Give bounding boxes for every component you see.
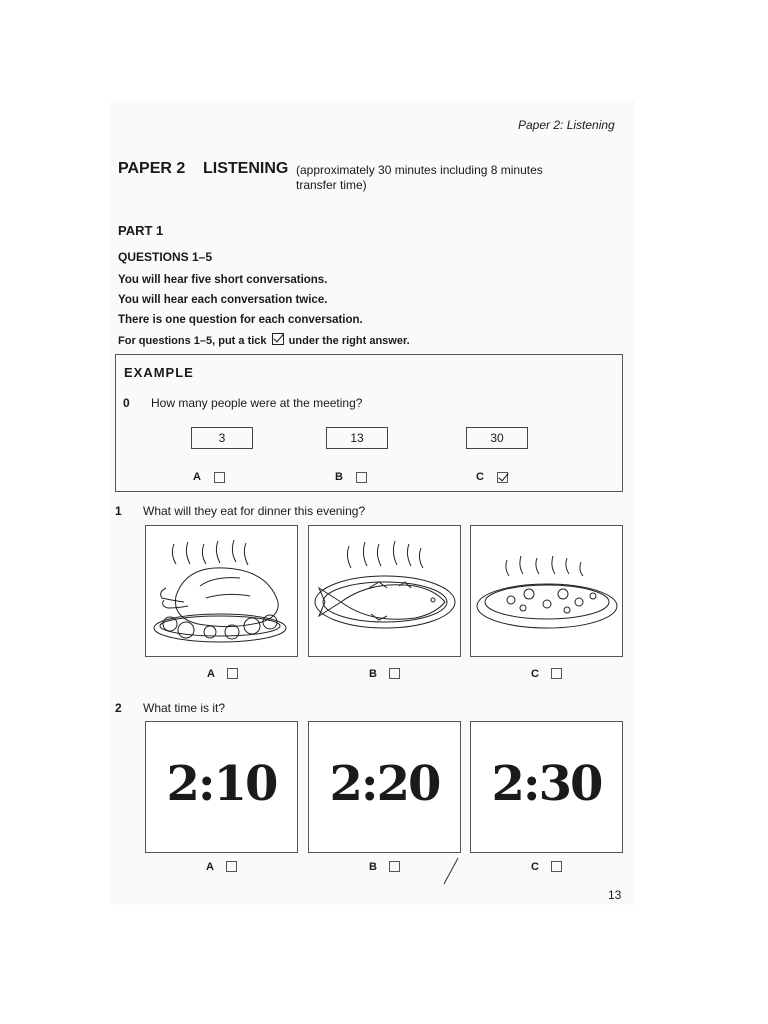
q2-checkbox-a[interactable] [226, 861, 237, 872]
instruction-line: You will hear each conversation twice. [118, 294, 328, 306]
q1-checkbox-b[interactable] [389, 668, 400, 679]
page-number: 13 [608, 888, 622, 902]
question-1-number: 1 [115, 504, 122, 518]
pizza-icon [471, 526, 624, 658]
question-2-number: 2 [115, 701, 122, 715]
example-value-b: 13 [326, 427, 388, 449]
picture-time-c [470, 721, 623, 853]
q2-option-a-label: A [206, 861, 214, 873]
q1-option-b-label: B [369, 668, 377, 680]
paper-subject: LISTENING [203, 160, 289, 177]
example-checkbox-b[interactable] [356, 472, 367, 483]
q1-checkbox-c[interactable] [551, 668, 562, 679]
example-checkbox-a[interactable] [214, 472, 225, 483]
questions-heading: QUESTIONS 1–5 [118, 250, 213, 264]
tick-icon [272, 333, 284, 345]
roast-chicken-icon [146, 526, 299, 658]
example-heading: EXAMPLE [124, 365, 194, 380]
picture-time-b [308, 721, 461, 853]
fish-icon [309, 526, 462, 658]
example-number: 0 [123, 396, 130, 410]
instruction-line: There is one question for each conversation. [118, 314, 363, 326]
q1-checkbox-a[interactable] [227, 668, 238, 679]
example-value-a: 3 [191, 427, 253, 449]
paper-duration-note: (approximately 30 minutes including 8 minutes transfer time) [296, 163, 543, 192]
running-head: Paper 2: Listening [518, 118, 615, 132]
time-b: 2:20 [329, 756, 440, 812]
tick-instruction-start: For questions 1–5, put a tick [118, 335, 267, 347]
picture-fish [308, 525, 461, 657]
example-option-a-label: A [193, 471, 201, 483]
instruction-line: You will hear five short conversations. [118, 274, 328, 286]
q2-option-c-label: C [531, 861, 539, 873]
paper-title: PAPER 2 [118, 160, 186, 177]
tick-instruction-end: under the right answer. [288, 335, 410, 347]
time-a: 2:10 [166, 756, 277, 812]
example-option-c-label: C [476, 471, 484, 483]
picture-pizza [470, 525, 623, 657]
example-question: How many people were at the meeting? [151, 396, 363, 410]
q2-checkbox-b[interactable] [389, 861, 400, 872]
time-c: 2:30 [491, 756, 602, 812]
q1-option-a-label: A [207, 668, 215, 680]
q2-checkbox-c[interactable] [551, 861, 562, 872]
question-1-text: What will they eat for dinner this evening? [143, 504, 366, 518]
part-heading: PART 1 [118, 223, 164, 238]
picture-roast-chicken [145, 525, 298, 657]
example-checkbox-c[interactable] [497, 472, 508, 483]
example-option-b-label: B [335, 471, 343, 483]
question-2-text: What time is it? [143, 701, 226, 715]
q2-option-b-label: B [369, 861, 377, 873]
q1-option-c-label: C [531, 668, 539, 680]
example-value-c: 30 [466, 427, 528, 449]
tick-instruction [118, 333, 410, 347]
picture-time-a [145, 721, 298, 853]
